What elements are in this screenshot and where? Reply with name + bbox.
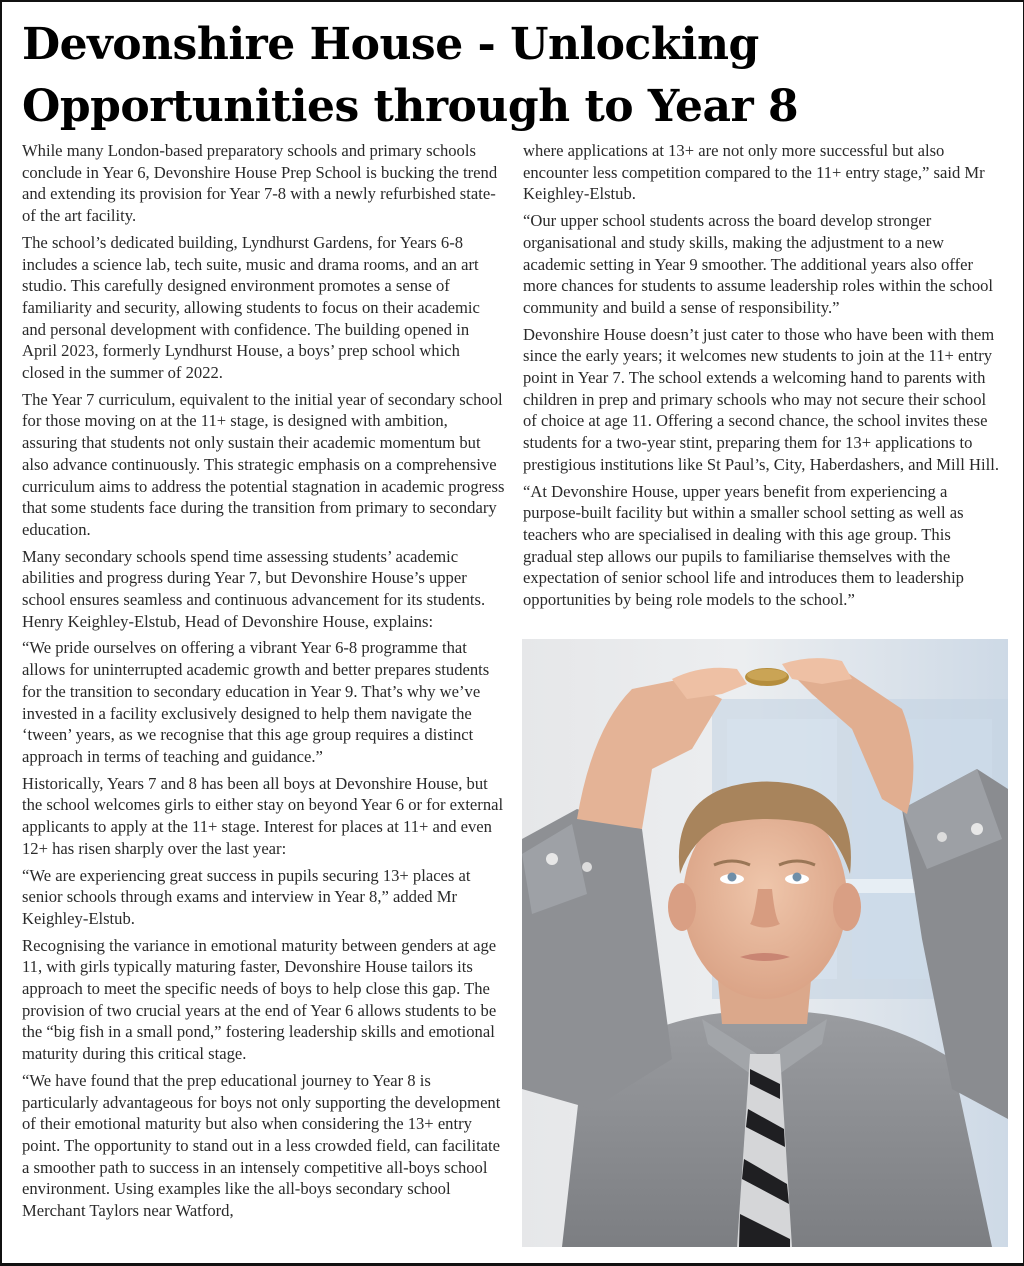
paragraph: The Year 7 curriculum, equivalent to the initial year of secondary school for those moving on at the 11+ stage, is designed with ambition, assuring that students not only sustain their academic momentum but also advance continuously. This strategic emphasis on a comprehensive curriculum aims to address the potential stagnation in academic progress that some students face during the transition from primary to secondary education. (22, 389, 505, 539)
quote-paragraph: “Our upper school students across the board develop stronger organisational and study skills, making the adjustment to a new academic setting in Year 9 smoother. The additional years also offer more chances for students to assume leadership roles within the school community and build a sense of responsibility.” (523, 211, 994, 317)
paragraph: Recognising the variance in emotional maturity between genders at age 11, with girls typically maturing faster, Devonshire House tailors its approach to meet the specific needs of boys to help close this gap. The provision of two crucial years at the end of Year 6 allows students to be the “big fish in a small pond,” fostering leadership skills and emotional maturity during this critical stage. (22, 935, 497, 1064)
paragraph: While many London-based preparatory schools and primary schools conclude in Year 6, Devonshire House Prep School is bucking the trend and extending its provision for Year 7-8 with a newly refurbished state-of the art facility. (22, 141, 498, 226)
quote-paragraph: “We pride ourselves on offering a vibrant Year 6-8 programme that allows for uninterrupted academic growth and better prepares students for the transition to secondary education in Year 9. That’s why we’ve invested in a facility exclusively designed to help them navigate the ‘tween’ years, as we recognise that this age group requires a distinct approach in terms of teaching and guidance.” (22, 638, 490, 766)
quote-paragraph: where applications at 13+ are not only more successful but also encounter less competition compared to the 11+ entry stage,” said Mr Keighley-Elstub. (523, 141, 985, 204)
paragraph: Devonshire House doesn’t just cater to those who have been with them since the early years; it welcomes new students to join at the 11+ entry point in Year 7. The school extends a welcoming hand to parents with children in prep and primary schools who may not secure their school of choice at age 11. Offering a second chance, the school invites these students for a two-year stint, preparing them for 13+ applications to prestigious institutions like St Paul’s, City, Haberdashers, and Mill Hill. (523, 324, 999, 474)
quote-paragraph: “We are experiencing great success in pupils securing 13+ places at senior schools through exams and interview in Year 8,” added Mr Keighley-Elstub. (22, 865, 471, 928)
paragraph: Many secondary schools spend time assessing students’ academic abilities and progress during Year 7, but Devonshire House’s upper school ensures seamless and continuous advancement for its students. Henry Keighley-Elstub, Head of Devonshire House, explains: (22, 546, 486, 631)
boy-holding-coin-photo (522, 639, 1008, 1247)
paragraph: Historically, Years 7 and 8 has been all boys at Devonshire House, but the school welcomes girls to either stay on beyond Year 6 or for external applicants to apply at the 11+ stage. Interest for places at 11+ and even 12+ has risen sharply over the last year: (22, 773, 504, 858)
right-column (523, 140, 1003, 616)
photo-illustration (522, 639, 1008, 1247)
headline: Devonshire House - Unlocking Opportunities through to Year 8 (22, 19, 799, 132)
left-column (22, 140, 506, 1227)
quote-paragraph: “At Devonshire House, upper years benefit from experiencing a purpose-built facility but within a smaller school setting as well as teachers who are specialised in dealing with this age group. This gradual step allows our pupils to familiarise themselves with the expectation of senior school life and introduces them to leadership opportunities by being role models to the school.” (523, 481, 964, 610)
quote-paragraph: “We have found that the prep educational journey to Year 8 is particularly advantageous for boys not only supporting the development of their emotional maturity but also when considering the 13+ entry point. The opportunity to stand out in a less crowded field, can facilitate a smoother path to success in an intensely competitive all-boys school environment. Using examples like the all-boys secondary school Merchant Taylors near Watford, (22, 1070, 501, 1221)
paragraph: The school’s dedicated building, Lyndhurst Gardens, for Years 6-8 includes a science lab, tech suite, music and drama rooms, and an art studio. This carefully designed environment promotes a sense of familiarity and security, allowing students to focus on their academic and personal development with confidence. The building opened in April 2023, formerly Lyndhurst House, a boys’ prep school which closed in the summer of 2022. (22, 232, 480, 383)
